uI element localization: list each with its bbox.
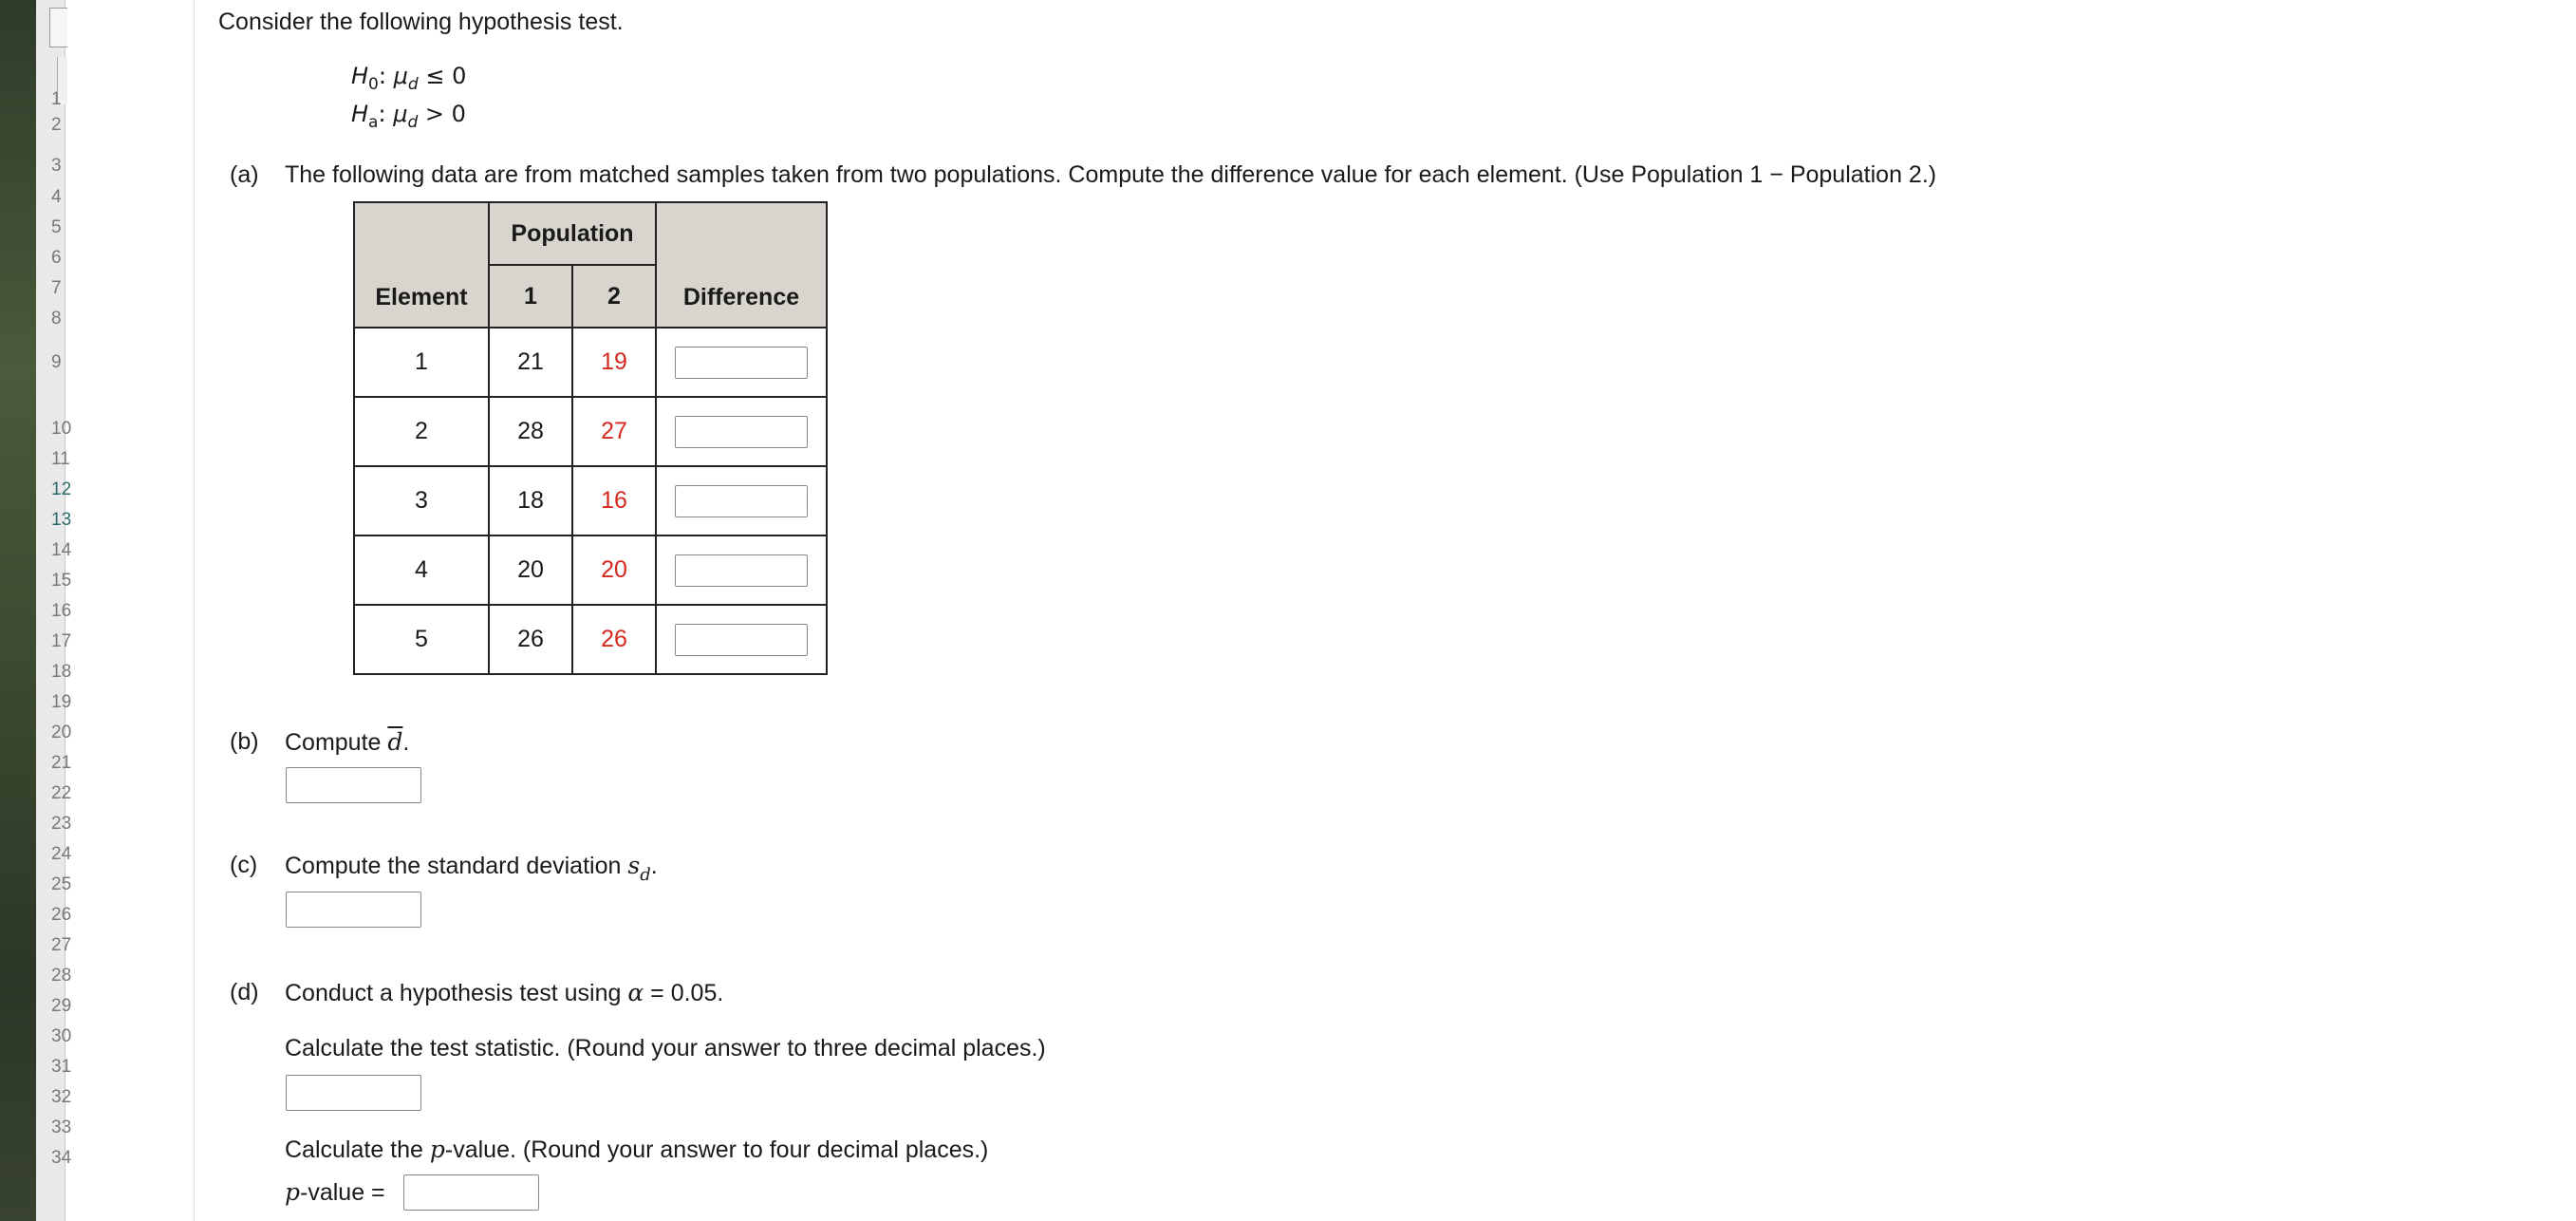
gutter-tab[interactable] <box>49 8 67 47</box>
part-b-letter: (b) <box>230 728 259 755</box>
line-number: 17 <box>51 631 72 651</box>
line-number: 15 <box>51 571 72 591</box>
line-number: 12 <box>51 479 72 499</box>
question-content <box>195 0 2576 1221</box>
difference-cell <box>656 397 827 466</box>
population-2-cell: 19 <box>572 328 656 397</box>
part-b-prompt <box>285 728 409 757</box>
population-1-cell: 18 <box>489 466 572 535</box>
p-value-label-p: p <box>285 1178 301 1206</box>
part-d-letter: (d) <box>230 979 259 1005</box>
table-row <box>354 328 827 397</box>
line-number: 9 <box>51 352 62 372</box>
line-number: 21 <box>51 753 72 773</box>
part-c-prompt <box>285 852 658 885</box>
d-bar-input[interactable] <box>286 767 421 803</box>
part-a-text: The following data are from matched samples taken from two populations. Compute the difference value for each element. (Use Population 1 − Population 2.) <box>285 161 1937 188</box>
difference-input-5[interactable] <box>675 624 808 656</box>
population-2-cell: 27 <box>572 397 656 466</box>
line-number: 13 <box>51 510 72 530</box>
part-c-letter: (c) <box>230 852 258 878</box>
line-number: 18 <box>51 662 72 682</box>
population-1-cell: 28 <box>489 397 572 466</box>
ha-mu: μ <box>393 101 408 127</box>
line-number: 11 <box>51 449 70 469</box>
h0-mu: μ <box>393 63 408 89</box>
part-d-prompt <box>285 979 723 1007</box>
table-row <box>354 466 827 535</box>
null-hypothesis <box>351 63 467 94</box>
line-number: 10 <box>51 419 72 439</box>
header-element: Element <box>354 202 489 328</box>
table-row <box>354 605 827 674</box>
difference-input-4[interactable] <box>675 554 808 587</box>
p-value-prompt-p: p <box>429 1136 445 1163</box>
line-number: 7 <box>51 278 62 298</box>
part-b-text: Compute <box>285 729 388 756</box>
line-number: 32 <box>51 1087 72 1107</box>
h0-letter: H <box>351 63 369 89</box>
line-number: 22 <box>51 783 72 803</box>
alternative-hypothesis <box>351 101 466 132</box>
desktop-background-strip <box>0 0 36 1221</box>
line-number: 1 <box>51 89 62 109</box>
p-value-prompt <box>285 1136 988 1164</box>
population-1-cell: 20 <box>489 535 572 605</box>
alpha-symbol: α <box>627 979 644 1006</box>
line-number: 2 <box>51 115 62 135</box>
line-number: 6 <box>51 248 62 268</box>
h0-colon: : <box>378 63 386 89</box>
difference-cell <box>656 328 827 397</box>
d-bar-symbol: $\overline{d}$ <box>387 728 403 756</box>
line-number: 30 <box>51 1026 72 1046</box>
line-number: 33 <box>51 1118 72 1137</box>
p-value-prompt-post: -value. (Round your answer to four decimal places.) <box>444 1136 989 1163</box>
test-statistic-input[interactable] <box>286 1075 421 1111</box>
sd-symbol: s <box>627 852 641 879</box>
ha-letter: H <box>351 101 369 127</box>
difference-input-3[interactable] <box>675 485 808 517</box>
part-c-text: Compute the standard deviation <box>285 853 628 879</box>
difference-cell <box>656 535 827 605</box>
header-difference: Difference <box>656 202 827 328</box>
line-number: 4 <box>51 187 62 207</box>
ha-subscript: a <box>368 113 379 132</box>
difference-input-2[interactable] <box>675 416 808 448</box>
line-number: 25 <box>51 874 72 894</box>
line-number: 28 <box>51 966 72 986</box>
table-row <box>354 535 827 605</box>
part-d-text: Conduct a hypothesis test using <box>285 980 628 1006</box>
part-a-letter: (a) <box>230 161 259 188</box>
element-cell: 5 <box>354 605 489 674</box>
header-population-1: 1 <box>489 265 572 328</box>
p-value-label <box>285 1178 385 1207</box>
element-cell: 1 <box>354 328 489 397</box>
line-number: 5 <box>51 217 62 237</box>
line-number: 23 <box>51 814 72 834</box>
h0-subscript: 0 <box>368 75 379 94</box>
sd-subscript: d <box>640 865 651 885</box>
line-number: 31 <box>51 1057 72 1077</box>
ha-mu-subscript: d <box>407 113 419 132</box>
line-number: 34 <box>51 1148 72 1168</box>
alpha-value: = 0.05. <box>644 980 724 1006</box>
part-c-period: . <box>650 853 658 879</box>
matched-samples-table <box>353 201 828 675</box>
header-population-2: 2 <box>572 265 656 328</box>
line-number: 19 <box>51 692 72 712</box>
line-number: 20 <box>51 723 72 742</box>
header-population: Population <box>489 202 656 265</box>
difference-input-1[interactable] <box>675 347 808 379</box>
line-number: 3 <box>51 156 62 176</box>
population-2-cell: 26 <box>572 605 656 674</box>
h0-relation: ≤ 0 <box>425 63 467 89</box>
h0-mu-subscript: d <box>407 75 419 94</box>
population-1-cell: 26 <box>489 605 572 674</box>
population-2-cell: 20 <box>572 535 656 605</box>
line-number: 24 <box>51 844 72 864</box>
population-1-cell: 21 <box>489 328 572 397</box>
ha-colon: : <box>378 101 386 127</box>
element-cell: 4 <box>354 535 489 605</box>
p-value-label-rest: -value = <box>300 1179 385 1206</box>
line-number: 26 <box>51 905 72 925</box>
difference-cell <box>656 605 827 674</box>
intro-text: Consider the following hypothesis test. <box>218 9 624 35</box>
line-number: 29 <box>51 996 72 1016</box>
line-number: 16 <box>51 601 72 621</box>
population-2-cell: 16 <box>572 466 656 535</box>
line-number-gutter <box>36 0 72 1221</box>
standard-deviation-input[interactable] <box>286 892 421 928</box>
p-value-prompt-pre: Calculate the <box>285 1136 430 1163</box>
test-statistic-prompt: Calculate the test statistic. (Round your answer to three decimal places.) <box>285 1035 1046 1061</box>
part-b-period: . <box>402 729 410 756</box>
line-number: 8 <box>51 309 62 329</box>
line-number: 14 <box>51 540 72 560</box>
difference-cell <box>656 466 827 535</box>
table-row <box>354 397 827 466</box>
element-cell: 2 <box>354 397 489 466</box>
line-number: 27 <box>51 935 72 955</box>
p-value-input[interactable] <box>403 1174 539 1211</box>
ha-relation: > 0 <box>424 101 466 127</box>
element-cell: 3 <box>354 466 489 535</box>
